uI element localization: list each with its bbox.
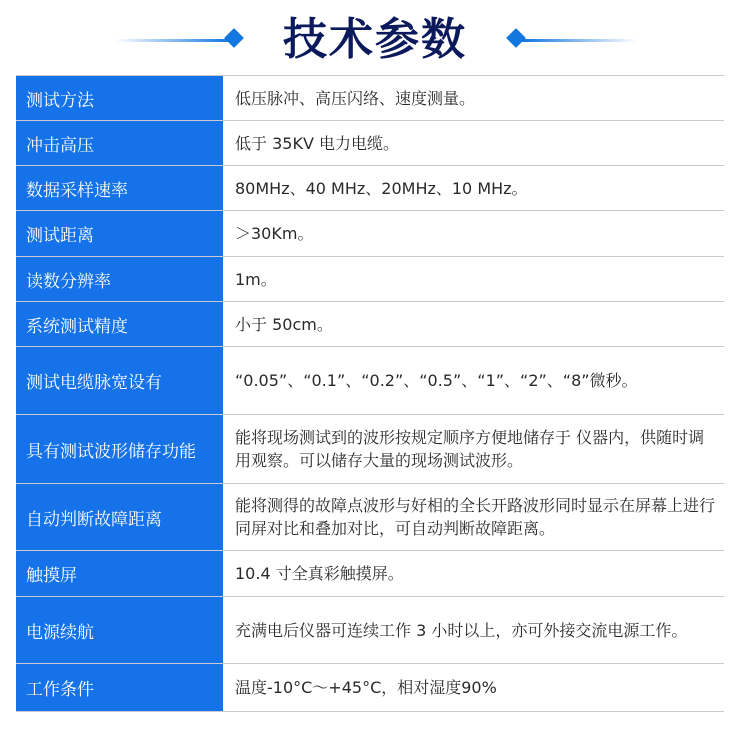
spec-row <box>16 75 724 120</box>
spec-row <box>16 414 724 483</box>
spec-value: 10.4 寸全真彩触摸屏。 <box>235 564 404 583</box>
spec-value: 能将测得的故障点波形与好相的全长开路波形同时显示在屏幕上进行同屏对比和叠加对比，可自动判断故障距离。 <box>235 496 716 538</box>
spec-row <box>16 256 724 301</box>
spec-row <box>16 165 724 210</box>
header <box>0 0 750 80</box>
spec-value: 1m。 <box>235 269 277 289</box>
spec-label: 具有测试波形储存功能 <box>16 415 224 483</box>
spec-label: 自动判断故障距离 <box>16 484 224 550</box>
spec-row <box>16 120 724 165</box>
spec-row <box>16 346 724 414</box>
spec-label: 测试电缆脉宽设有 <box>16 347 224 414</box>
spec-value: “0.05”、“0.1”、“0.2”、“0.5”、“1”、“2”、“8”微秒。 <box>235 371 638 390</box>
spec-value: 充满电后仪器可连续工作 3 小时以上，亦可外接交流电源工作。 <box>235 620 688 640</box>
spec-label: 测试距离 <box>16 211 224 256</box>
spec-value: 温度-10°C～+45°C，相对湿度90% <box>235 678 497 697</box>
spec-label: 电源续航 <box>16 597 224 663</box>
spec-value: 能将现场测试到的波形按规定顺序方便地储存于 仪器内，供随时调用观察。可以储存大量的现场测试波形。 <box>235 428 705 470</box>
spec-label: 工作条件 <box>16 664 224 711</box>
spec-table <box>16 75 724 712</box>
spec-value: 低压脉冲、高压闪络、速度测量。 <box>235 88 476 108</box>
spec-label: 系统测试精度 <box>16 302 224 346</box>
spec-value: 小于 50cm。 <box>235 314 333 334</box>
spec-label: 触摸屏 <box>16 551 224 596</box>
spec-label: 数据采样速率 <box>16 166 224 210</box>
spec-value: 80MHz、40 MHz、20MHz、10 MHz。 <box>235 178 528 198</box>
spec-value: 低于 35KV 电力电缆。 <box>235 133 399 153</box>
spec-row <box>16 550 724 596</box>
spec-row <box>16 483 724 550</box>
spec-value: ＞30Km。 <box>235 224 314 243</box>
page-title: 技术参数 <box>283 14 467 65</box>
spec-row <box>16 663 724 712</box>
spec-row <box>16 210 724 256</box>
spec-label: 冲击高压 <box>16 121 224 165</box>
spec-label: 读数分辨率 <box>16 257 224 301</box>
spec-row <box>16 596 724 663</box>
spec-label: 测试方法 <box>16 76 224 120</box>
right-decorative-line <box>522 39 637 42</box>
spec-row <box>16 301 724 346</box>
